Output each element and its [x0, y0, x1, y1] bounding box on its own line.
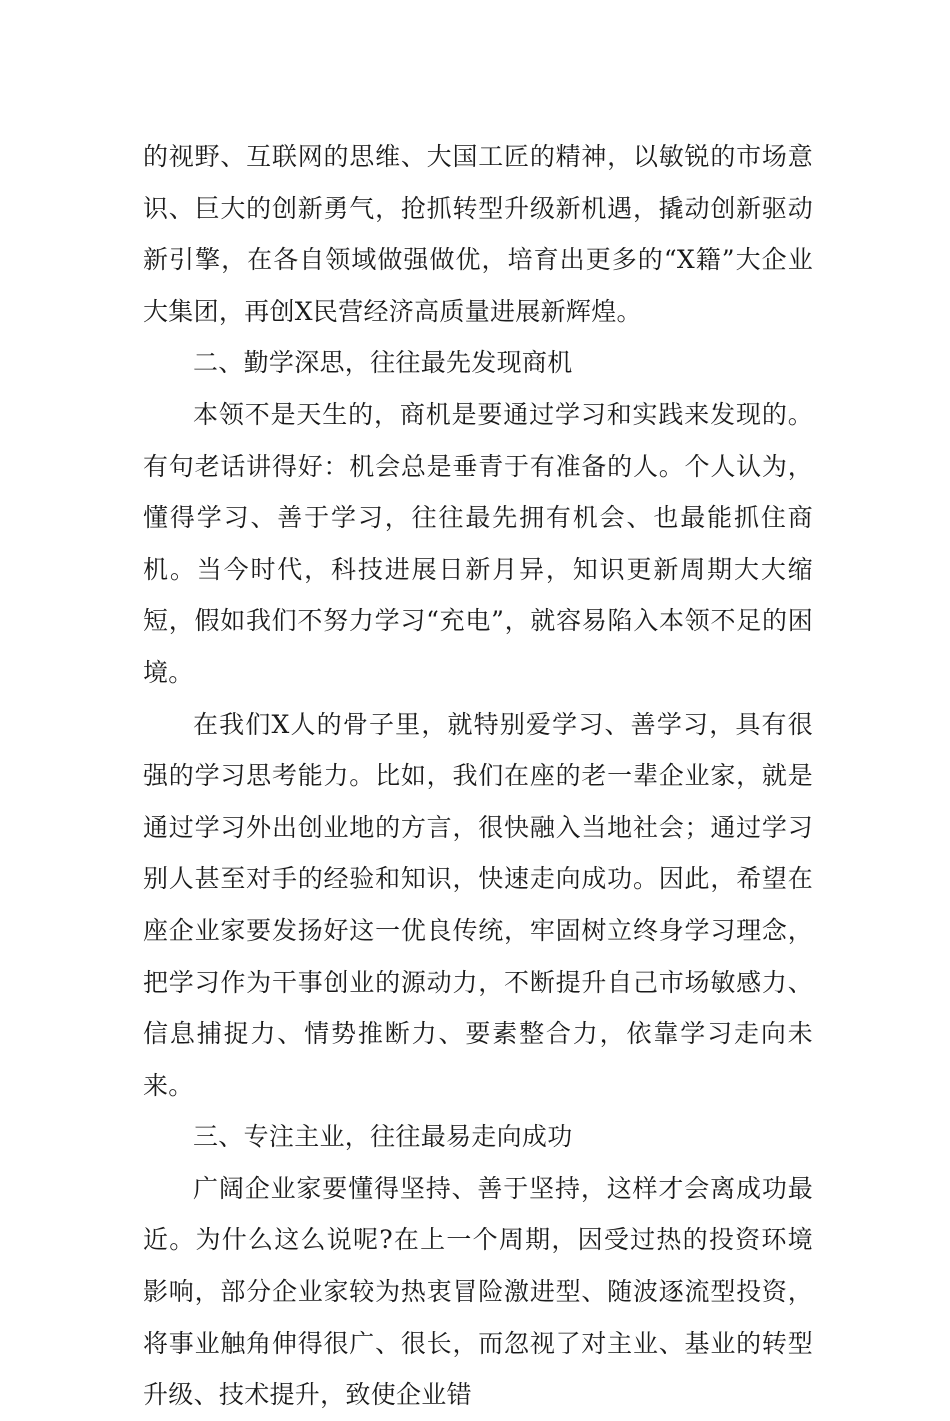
section-heading-three: 三、专注主业，往往最易走向成功	[193, 1122, 573, 1152]
paragraph-focus-main-business: 广阔企业家要懂得坚持、善于坚持，这样才会离成功最近。为什么这么说呢?在上一个周期，因受过热的投资环境影响，部分企业家较为热衷冒险激进型、随波逐流型投资，将事业触角伸得很广、很长，而忽视了对主业、基业的转型升级、技术提升，致使企业错	[143, 1173, 813, 1410]
paragraph-continued: 的视野、互联网的思维、大国工匠的精神，以敏锐的市场意识、巨大的创新勇气，抢抓转型升级新机遇，撬动创新驱动新引擎，在各自领域做强做优，培育出更多的“X籍”大企业大集团，再创X民营经济高质量进展新辉煌。	[143, 142, 813, 326]
paragraph-learning-intro: 本领不是天生的，商机是要通过学习和实践来发现的。有句老话讲得好：机会总是垂青于有准备的人。个人认为，懂得学习、善于学习，往往最先拥有机会、也最能抓住商机。当今时代，科技进展日新月异，知识更新周期大大缩短，假如我们不努力学习“充电”，就容易陷入本领不足的困境。	[143, 399, 813, 687]
document-body	[143, 131, 813, 1421]
section-heading-two: 二、勤学深思，往往最先发现商机	[193, 348, 573, 378]
paragraph-learning-tradition: 在我们X人的骨子里，就特别爱学习、善学习，具有很强的学习思考能力。比如，我们在座的老一辈企业家，就是通过学习外出创业地的方言，很快融入当地社会；通过学习别人甚至对手的经验和知识，快速走向成功。因此，希望在座企业家要发扬好这一优良传统，牢固树立终身学习理念，把学习作为干事创业的源动力，不断提升自己市场敏感力、信息捕捉力、情势推断力、要素整合力，依靠学习走向未来。	[143, 709, 813, 1100]
